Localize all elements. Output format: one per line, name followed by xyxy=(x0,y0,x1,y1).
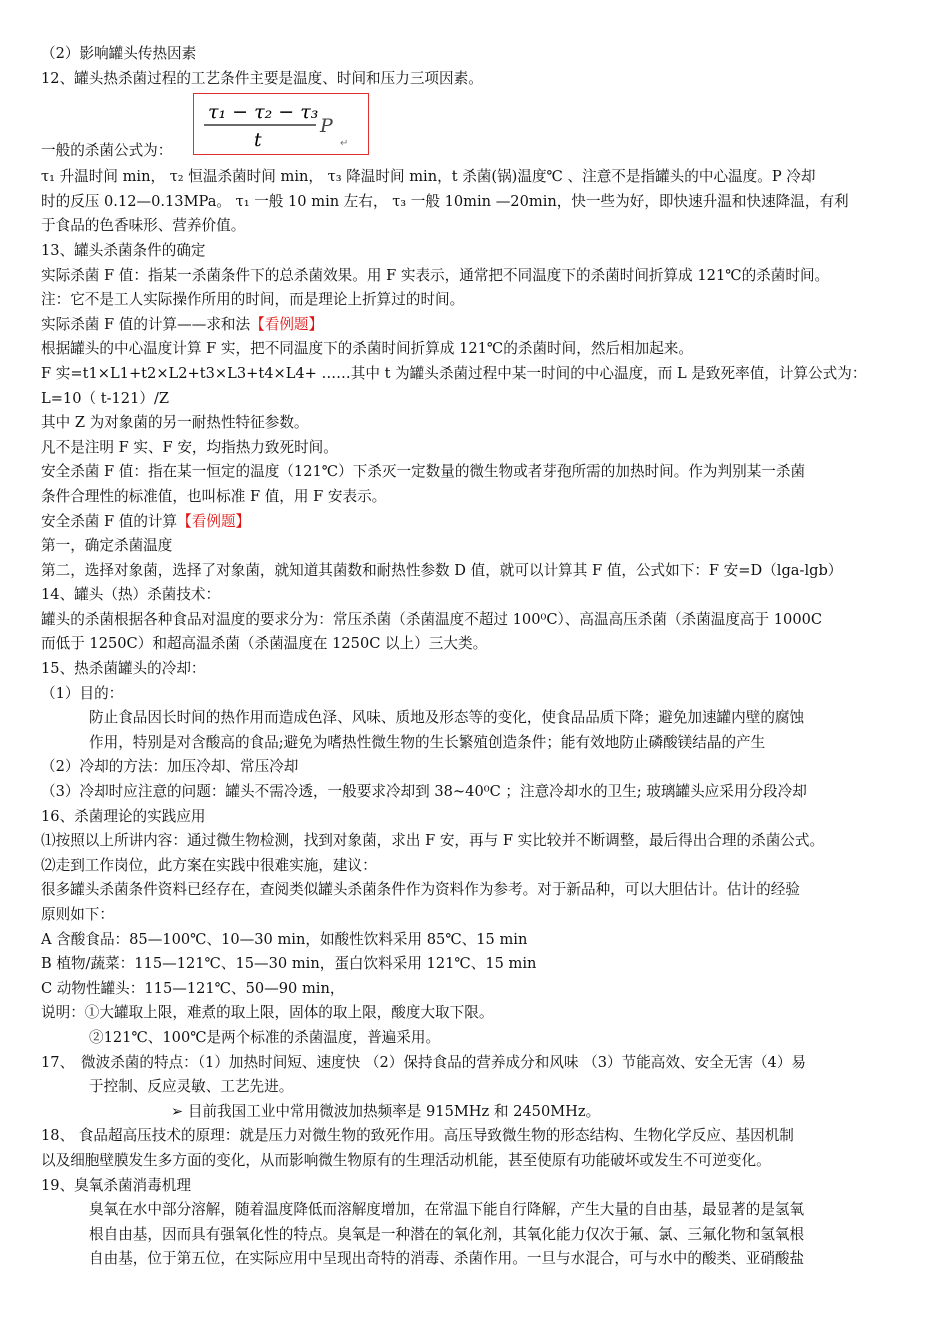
text-line: ②121℃、100℃是两个标准的杀菌温度，普遍采用。 xyxy=(89,1028,441,1046)
sterilization-formula-box xyxy=(193,93,369,155)
formula-factor: P xyxy=(320,115,333,138)
text-line: 臭氧在水中部分溶解，随着温度降低而溶解度增加，在常温下能自行降解，产生大量的自由基，最显著的是氢氧 xyxy=(89,1201,805,1219)
text-line: 安全杀菌 F 值：指在某一恒定的温度（121℃）下杀灭一定数量的微生物或者芽孢所需的加热时间。作为判别某一杀菌 xyxy=(41,463,806,481)
text-line: 第二，选择对象菌，选择了对象菌，就知道其菌数和耐热性参数 D 值，就可以计算其 F 值，公式如下：F 安=D（lga-lgb） xyxy=(41,561,843,579)
see-example-link-1[interactable]: 【看例题】 xyxy=(250,315,324,333)
formula-numerator: τ₁ − τ₂ − τ₃ xyxy=(208,101,319,124)
text-line: 防止食品因长时间的热作用而造成色泽、风味、质地及形态等的变化，使食品品质下降；避免加速罐内壁的腐蚀 xyxy=(89,709,805,727)
text-line: 说明：①大罐取上限，难煮的取上限，固体的取上限，酸度大取下限。 xyxy=(41,1004,494,1022)
text-line: 根据罐头的中心温度计算 F 实，把不同温度下的杀菌时间折算成 121℃的杀菌时间，然后相加起来。 xyxy=(41,340,693,358)
section-heading-18: 18、 食品超高压技术的原理：就是压力对微生物的致死作用。高压导致微生物的形态结构、生物化学反应、基因机制 xyxy=(41,1127,794,1145)
text-line: （1）目的： xyxy=(41,684,124,702)
text-line: （3）冷却时应注意的问题：罐头不需冷透，一般要求冷却到 38~40⁰C ；注意冷却水的卫生; 玻璃罐头应采用分段冷却 xyxy=(41,783,807,801)
section-heading-16: 16、杀菌理论的实践应用 xyxy=(41,807,206,825)
text-line: 以及细胞壁膜发生多方面的变化，从而影响微生物原有的生理活动机能，甚至使原有功能破坏或发生不可逆变化。 xyxy=(41,1151,771,1169)
text-span: 微波杀菌的特点：（1）加热时间短、速度快 （2）保持食品的营养成分和风味 （3）节能高效、安全无害（4）易 xyxy=(81,1053,807,1071)
section-number: 17、 xyxy=(41,1053,75,1071)
text-line: A 含酸食品：85—100℃、10—30 min，如酸性饮料采用 85℃、15 min xyxy=(41,930,528,948)
section-heading-14: 14、罐头（热）杀菌技术： xyxy=(41,586,221,604)
text-line: ⑵走到工作岗位，此方案在实践中很难实施，建议： xyxy=(41,856,377,874)
section-heading-12: 12、罐头热杀菌过程的工艺条件主要是温度、时间和压力三项因素。 xyxy=(41,69,483,87)
text-line: 作用，特别是对含酸高的食品;避免为嗜热性微生物的生长繁殖创造条件；能有效地防止磷酸镁结晶的产生 xyxy=(89,733,766,751)
sterilization-formula xyxy=(194,94,368,154)
document-page xyxy=(41,42,911,1272)
paragraph-mark-icon: ↵ xyxy=(340,138,349,150)
text-line: 其中 Z 为对象菌的另一耐热性特征参数。 xyxy=(41,414,309,432)
text-line: τ₁ 升温时间 min， τ₂ 恒温杀菌时间 min， τ₃ 降温时间 min，t 杀菌(锅)温度℃ 、注意不是指罐头的中心温度。P 冷却 xyxy=(41,168,816,186)
text-line: 注：它不是工人实际操作所用的时间，而是理论上折算过的时间。 xyxy=(41,291,465,309)
text-line: 而低于 1250C）和超高温杀菌（杀菌温度在 1250C 以上）三大类。 xyxy=(41,635,488,653)
text-line: F 实=t1×L1+t2×L2+t3×L3+t4×L4+ ……其中 t 为罐头杀菌过程中某一时间的中心温度，而 L 是致死率值，计算公式为： xyxy=(41,364,867,382)
text-line: 根自由基，因而具有强氧化性的特点。臭氧是一种潜在的氧化剂，其氧化能力仅次于氟、氯、三氟化物和氢氧根 xyxy=(89,1225,805,1243)
text-line: ⑴按照以上所讲内容：通过微生物检测，找到对象菌，求出 F 安，再与 F 实比较并不断调整，最后得出合理的杀菌公式。 xyxy=(41,832,825,850)
text-line: 很多罐头杀菌条件资料已经存在，查阅类似罐头杀菌条件作为资料作为参考。对于新品种，可以大胆估计。估计的经验 xyxy=(41,881,800,899)
text-line: （2）冷却的方法：加压冷却、常压冷却 xyxy=(41,758,299,776)
text-span: 实际杀菌 F 值的计算——求和法 xyxy=(41,315,251,333)
text-line: 凡不是注明 F 实、F 安，均指热力致死时间。 xyxy=(41,438,338,456)
formula-row xyxy=(41,91,911,165)
formula-denominator: t xyxy=(254,129,262,152)
formula-label: 一般的杀菌公式为： xyxy=(41,142,173,160)
section-heading-17 xyxy=(41,1051,911,1076)
text-line: 实际杀菌 F 值：指某一杀菌条件下的总杀菌效果。用 F 实表示，通常把不同温度下的杀菌时间折算成 121℃的杀菌时间。 xyxy=(41,266,830,284)
text-line: 于控制、反应灵敏、工艺先进。 xyxy=(89,1078,294,1096)
text-line xyxy=(41,510,911,535)
text-line: 自由基，位于第五位，在实际应用中呈现出奇特的消毒、杀菌作用。一旦与水混合，可与水中的酸类、亚硝酸盐 xyxy=(89,1250,805,1268)
text-line: B 植物/蔬菜：115—121℃、15—30 min，蛋白饮料采用 121℃、15 min xyxy=(41,955,537,973)
text-line: 第一，确定杀菌温度 xyxy=(41,537,173,555)
text-line xyxy=(41,313,911,338)
text-line: 原则如下： xyxy=(41,906,114,923)
text-line: L=10（ t-121）/Z xyxy=(41,389,170,407)
see-example-link-2[interactable]: 【看例题】 xyxy=(177,512,251,530)
bullet-line: ➢ 目前我国工业中常用微波加热频率是 915MHz 和 2450MHz。 xyxy=(171,1102,601,1120)
text-line: 时的反压 0.12—0.13MPa。 τ₁ 一般 10 min 左右， τ₃ 一般 10min —20min，快一些为好，即快速升温和快速降温，有利 xyxy=(41,192,849,210)
text-line: C 动物性罐头：115—121℃、50—90 min， xyxy=(41,979,345,997)
text-span: 安全杀菌 F 值的计算 xyxy=(41,512,178,530)
section-heading-19: 19、臭氧杀菌消毒机理 xyxy=(41,1176,191,1194)
text-line: 于食品的色香味形、营养价值。 xyxy=(41,217,246,235)
text-line: 条件合理性的标准值，也叫标准 F 值，用 F 安表示。 xyxy=(41,487,387,505)
section-heading-13: 13、罐头杀菌条件的确定 xyxy=(41,241,206,259)
section-heading-15: 15、热杀菌罐头的冷却： xyxy=(41,660,206,678)
text-line: （2）影响罐头传热因素 xyxy=(41,45,197,62)
text-line: 罐头的杀菌根据各种食品对温度的要求分为：常压杀菌（杀菌温度不超过 100⁰C）、高温高压杀菌（杀菌温度高于 1000C xyxy=(41,610,823,628)
